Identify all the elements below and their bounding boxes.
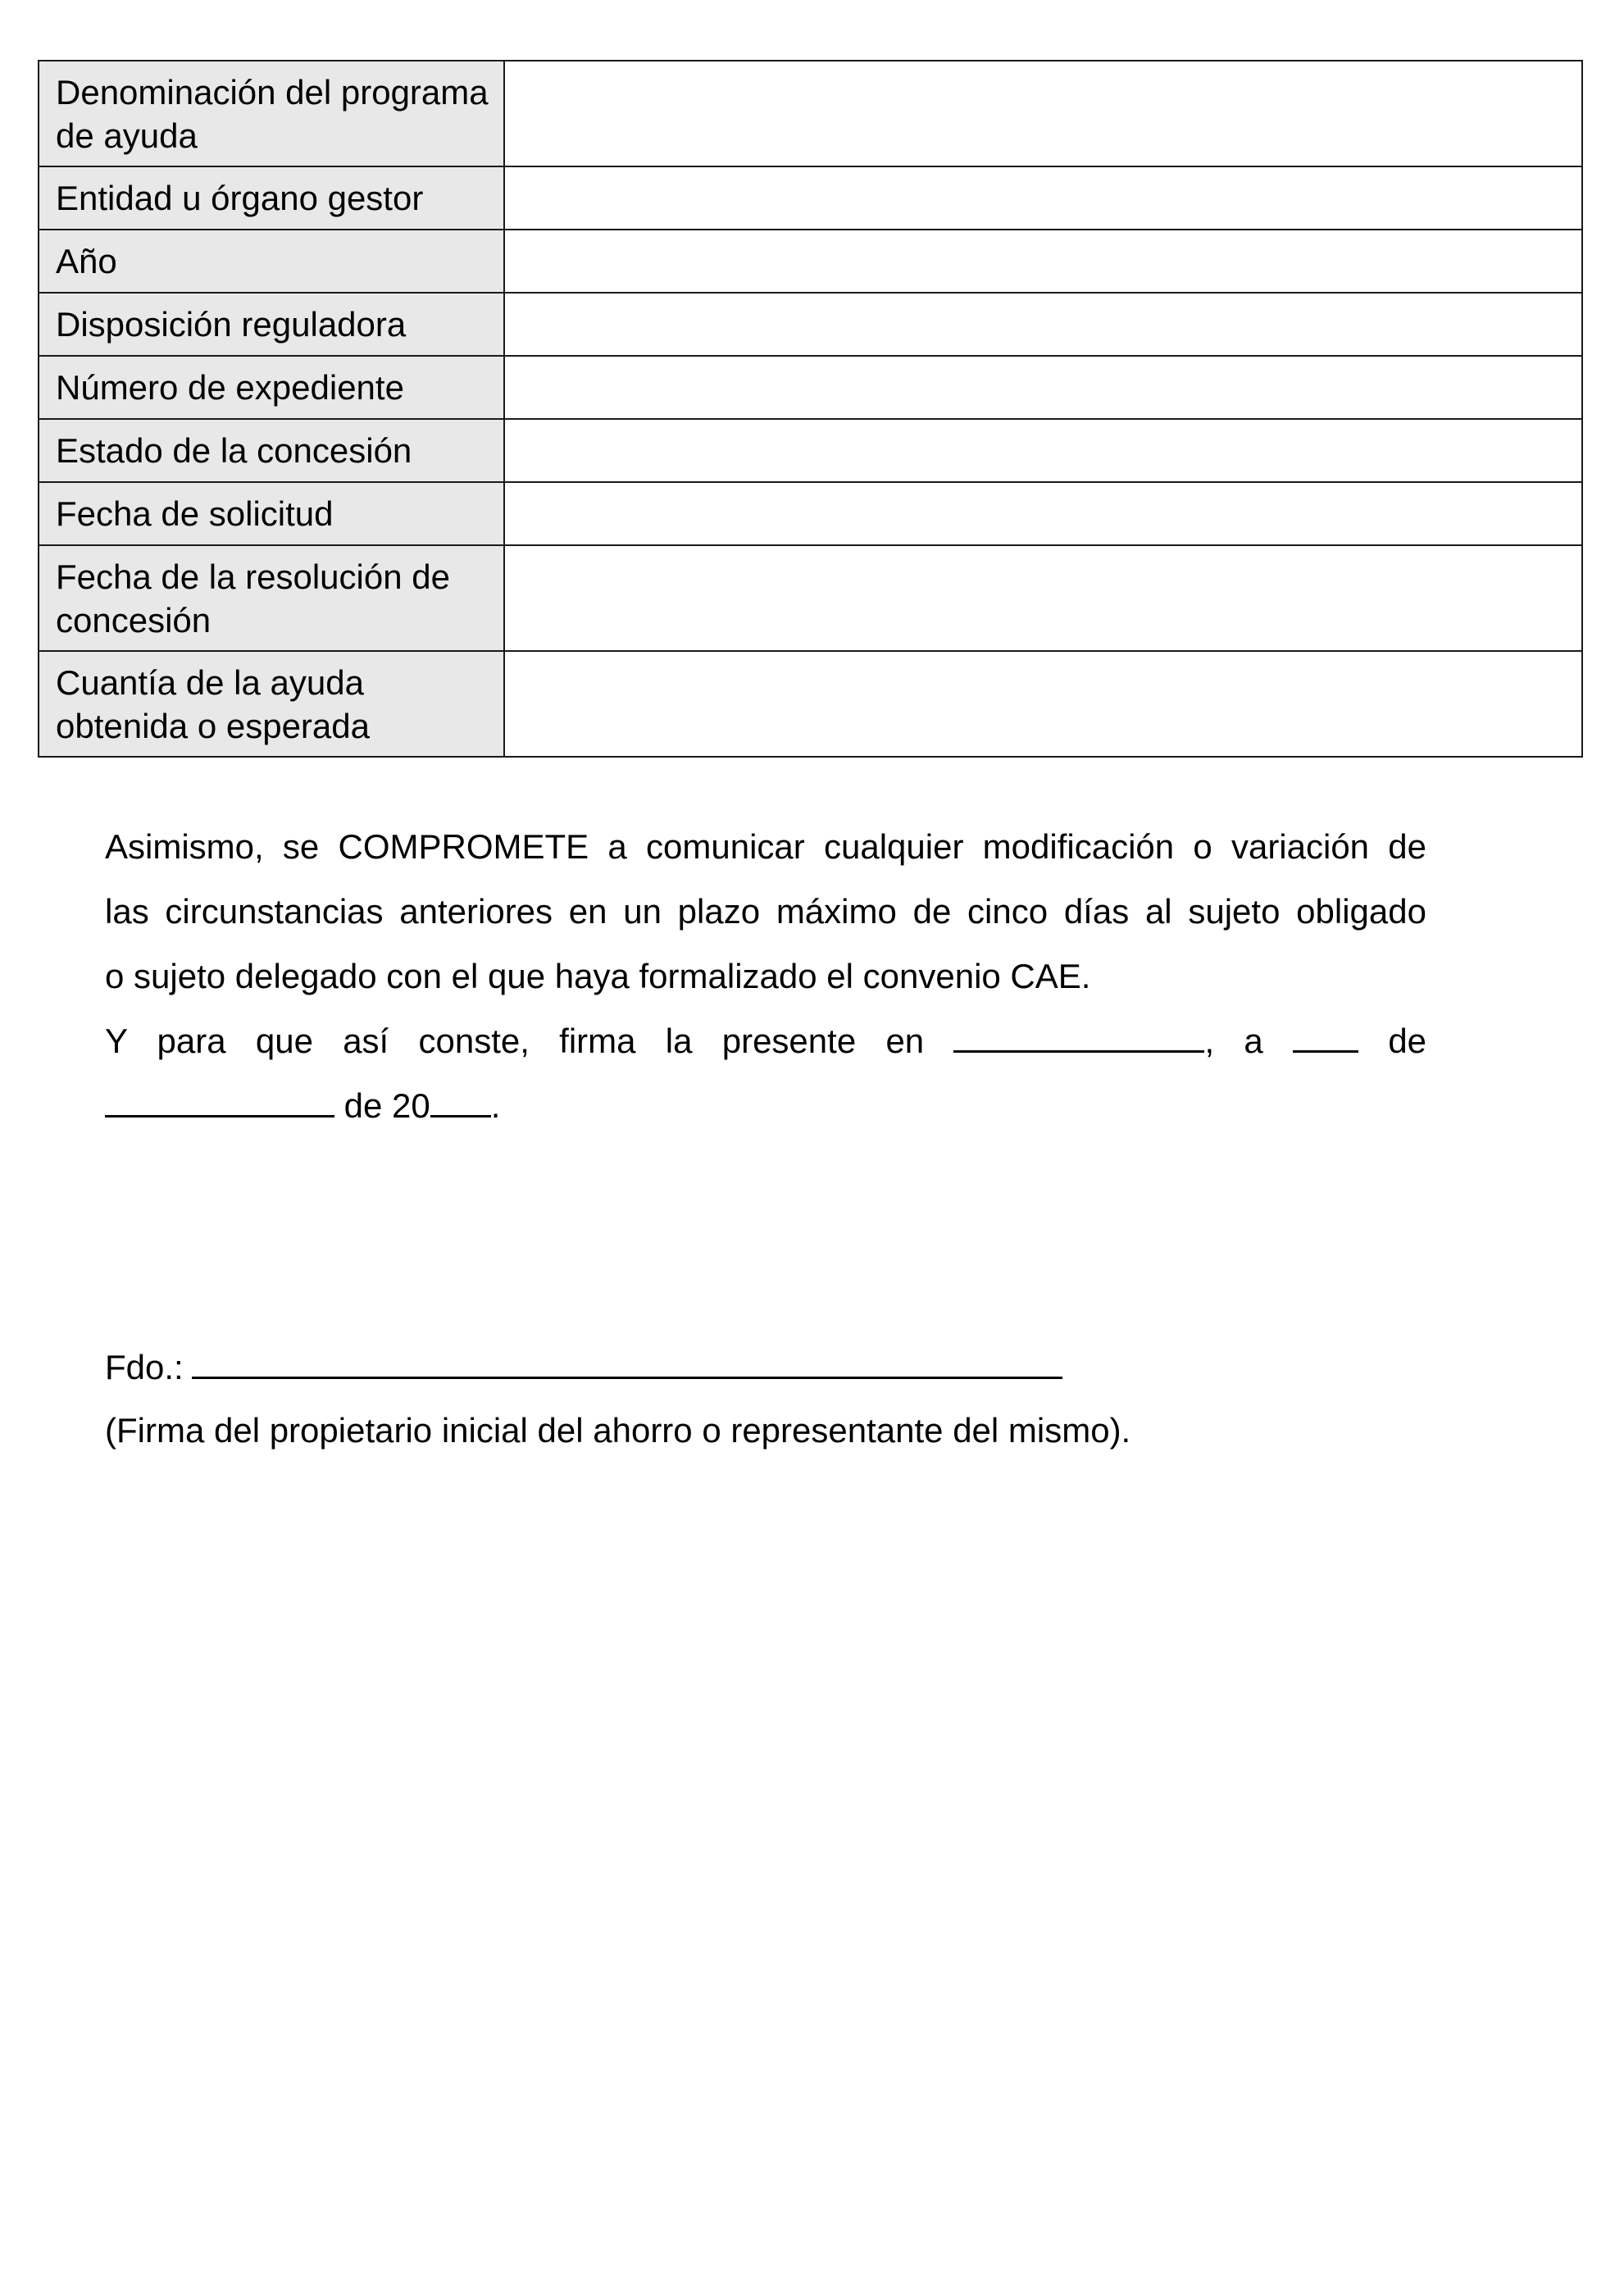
signature-clause-line-1 (105, 1008, 1426, 1073)
table-row (39, 482, 1582, 545)
row-value-grant-status[interactable] (504, 419, 1582, 482)
row-value-file-number[interactable] (504, 356, 1582, 419)
table-row (39, 545, 1582, 651)
clause-text-firma: Y para que así conste, firma la presente en (105, 1022, 925, 1060)
row-value-year[interactable] (504, 230, 1582, 293)
row-value-regulation[interactable] (504, 293, 1582, 356)
row-label-aid-amount: Cuantía de la ayuda obtenida o esperada (39, 651, 504, 757)
month-blank[interactable] (105, 1082, 334, 1118)
row-label-year: Año (39, 230, 504, 293)
signature-clause-line-2 (105, 1073, 1426, 1138)
clause-text-de: de (1388, 1022, 1427, 1060)
signature-note: (Firma del propietario inicial del ahorro o representante del mismo). (105, 1411, 1131, 1450)
row-value-managing-entity[interactable] (504, 166, 1582, 230)
row-value-resolution-date[interactable] (504, 545, 1582, 651)
place-blank[interactable] (953, 1017, 1204, 1053)
row-value-aid-amount[interactable] (504, 651, 1582, 757)
year-blank[interactable] (430, 1082, 491, 1118)
signature-blank[interactable] (192, 1341, 1062, 1379)
aid-program-table (38, 60, 1583, 758)
row-label-program-name: Denominación del programa de ayuda (39, 61, 504, 166)
row-label-managing-entity: Entidad u órgano gestor (39, 166, 504, 230)
commitment-paragraph (105, 814, 1426, 1138)
table-row (39, 419, 1582, 482)
table-row (39, 230, 1582, 293)
row-value-program-name[interactable] (504, 61, 1582, 166)
clause-text-year-prefix: de 20 (343, 1086, 430, 1125)
table-row (39, 61, 1582, 166)
row-label-application-date: Fecha de solicitud (39, 482, 504, 545)
table-row (39, 356, 1582, 419)
commitment-line-2: las circunstancias anteriores en un plazo máximo de cinco días al sujeto obligado (105, 892, 1426, 931)
table-row (39, 166, 1582, 230)
table-row (39, 293, 1582, 356)
clause-text-period: . (490, 1086, 501, 1125)
row-label-grant-status: Estado de la concesión (39, 419, 504, 482)
signature-line (105, 1335, 1062, 1400)
day-blank[interactable] (1293, 1017, 1358, 1053)
clause-text-a: , a (1204, 1022, 1263, 1060)
table-row (39, 651, 1582, 757)
row-label-file-number: Número de expediente (39, 356, 504, 419)
commitment-line-1: Asimismo, se COMPROMETE a comunicar cualquier modificación o variación de (105, 827, 1426, 866)
fdo-label: Fdo.: (105, 1348, 184, 1386)
commitment-line-3: o sujeto delegado con el que haya formalizado el convenio CAE. (105, 957, 1091, 995)
row-value-application-date[interactable] (504, 482, 1582, 545)
row-label-regulation: Disposición reguladora (39, 293, 504, 356)
row-label-resolution-date: Fecha de la resolución de concesión (39, 545, 504, 651)
